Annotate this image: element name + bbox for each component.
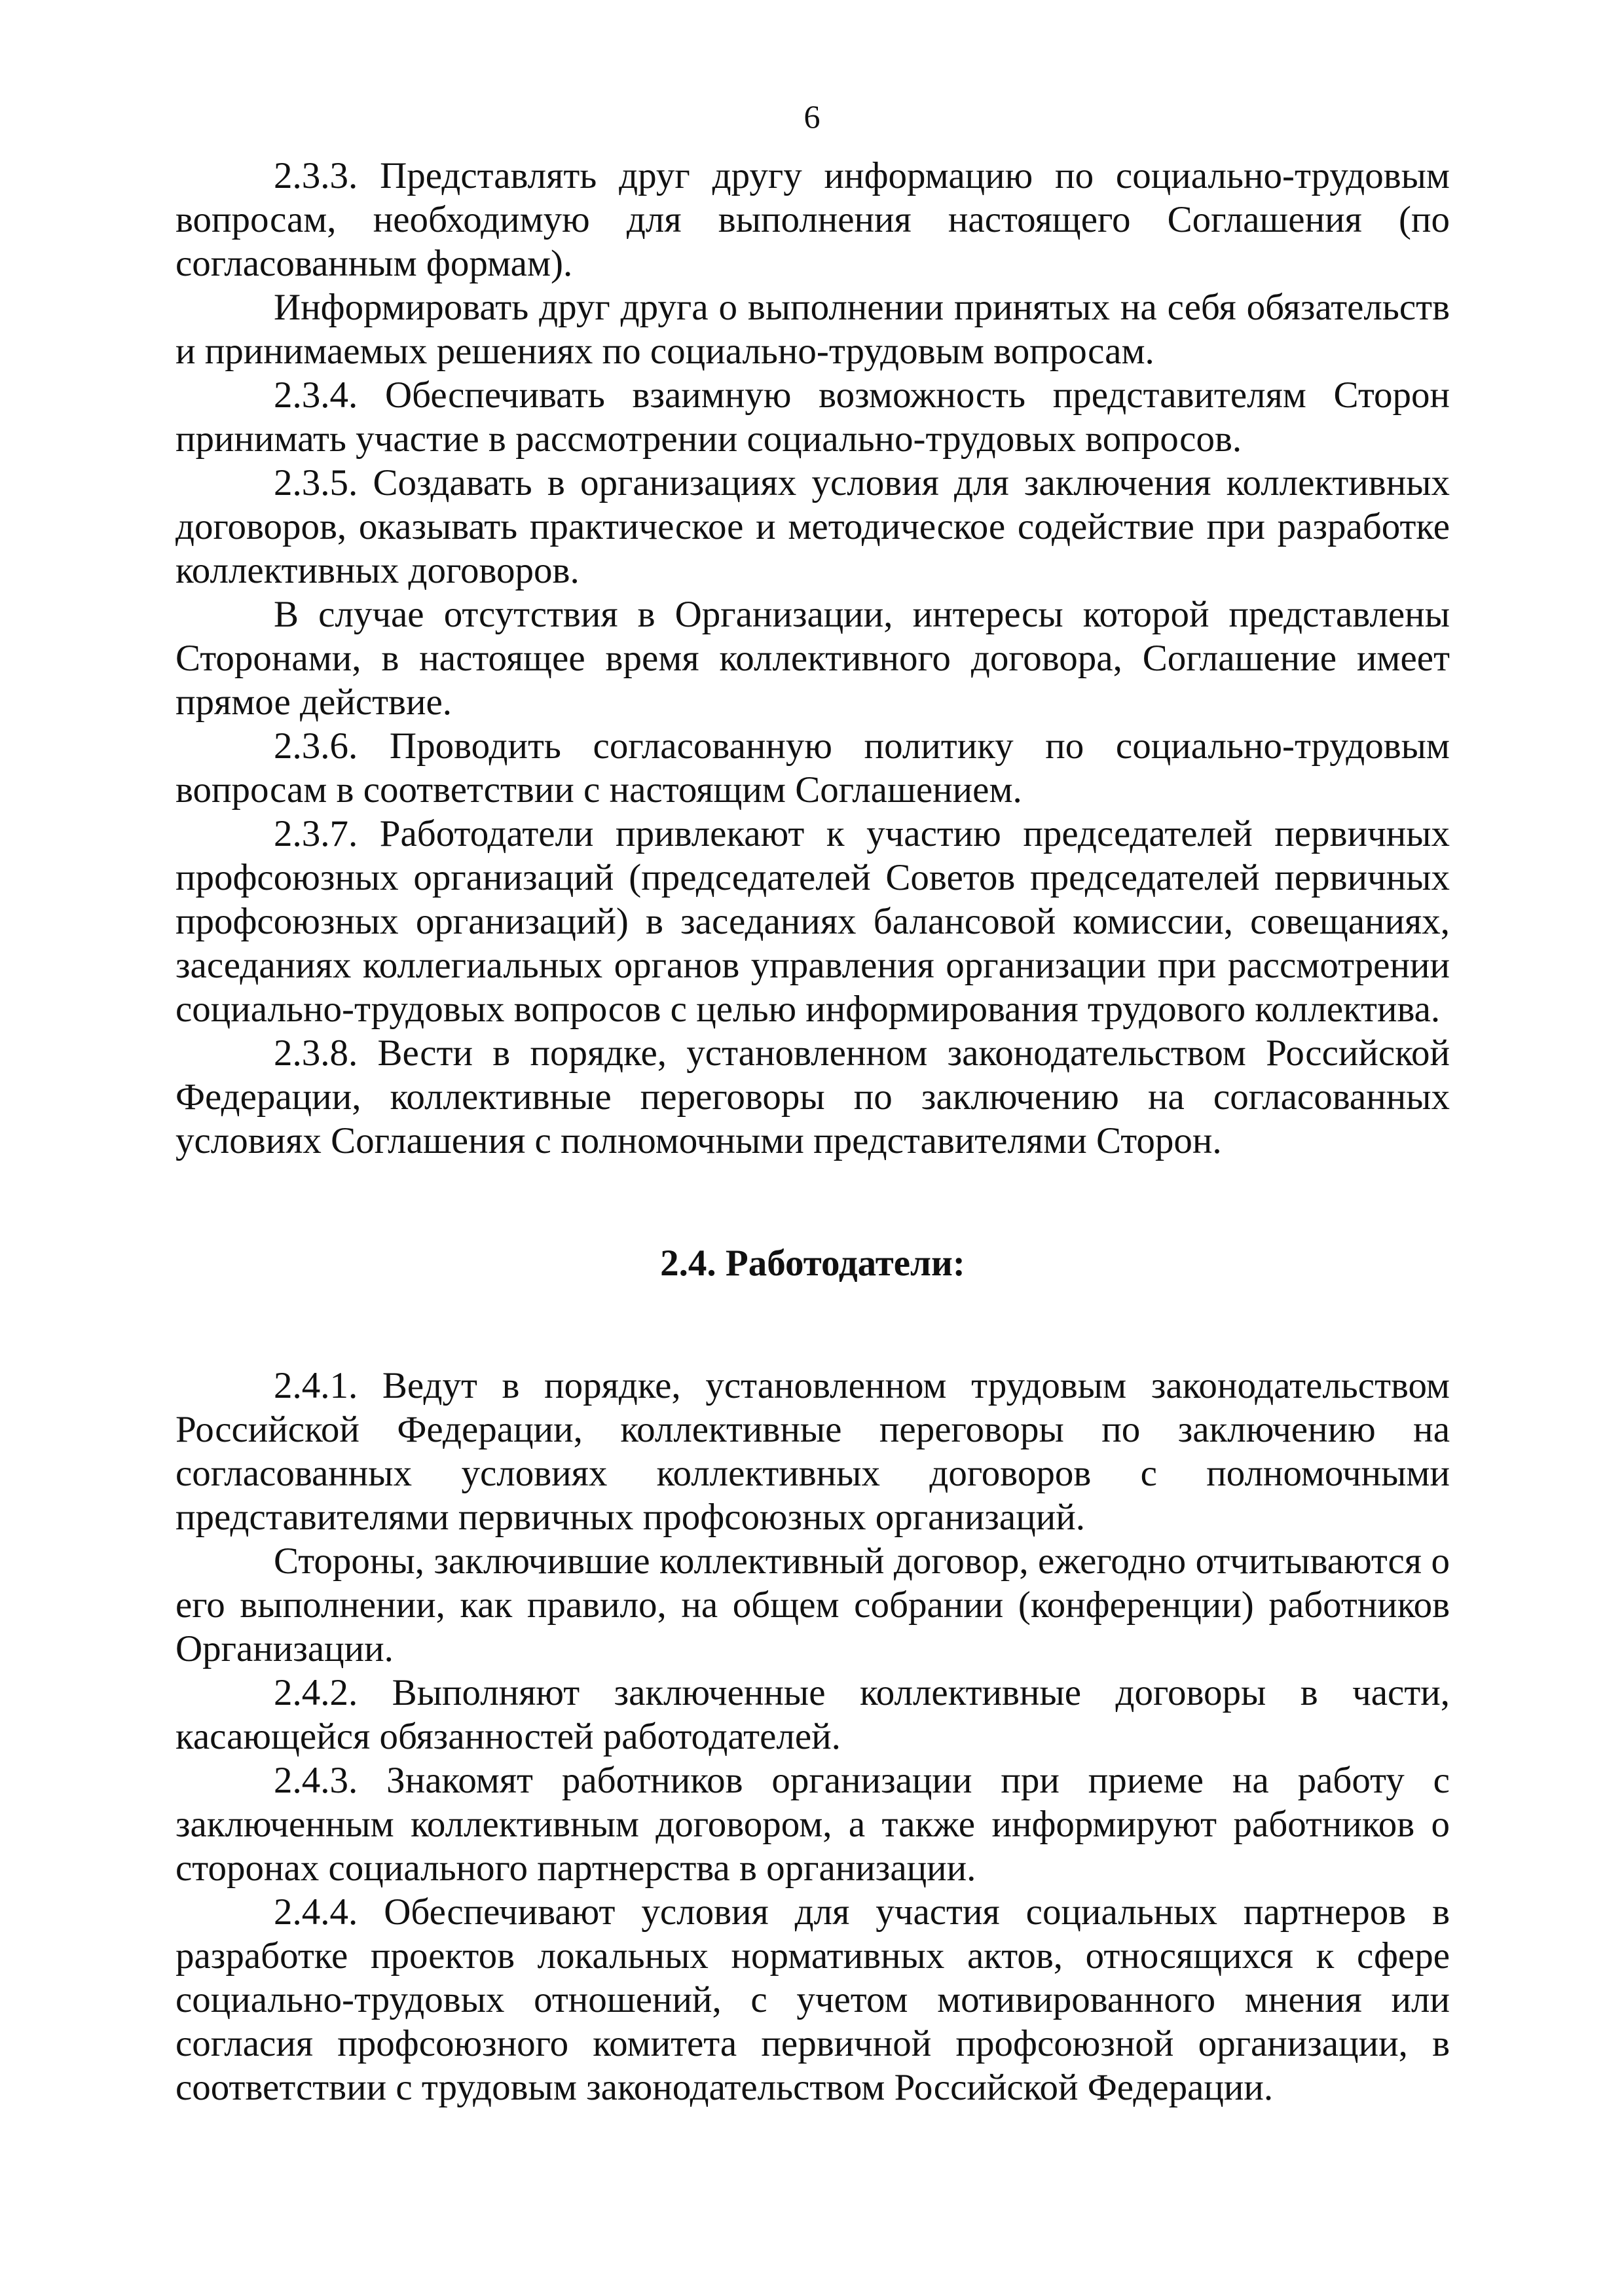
- paragraph-2-3-8: 2.3.8. Вести в порядке, установленном законодательством Российской Федерации, коллективные переговоры по заключению на согласованных условиях Соглашения с полномочными представителями Сторон.: [175, 1032, 1450, 1161]
- section-heading-2-4: 2.4. Работодатели:: [660, 1243, 965, 1284]
- paragraph-2-3-3-inform: Информировать друг друга о выполнении принятых на себя обязательств и принимаемых решениях по социально-трудовым вопросам.: [175, 287, 1450, 372]
- paragraph-2-3-3: 2.3.3. Представлять друг другу информацию по социально-трудовым вопросам, необходимую для выполнения настоящего Соглашения (по согласованным формам).: [175, 155, 1450, 284]
- paragraph-2-3-6: 2.3.6. Проводить согласованную политику по социально-трудовым вопросам в соответствии с настоящим Соглашением.: [175, 725, 1450, 811]
- paragraph-2-3-4: 2.3.4. Обеспечивать взаимную возможность представителям Сторон принимать участие в рассмотрении социально-трудовых вопросов.: [175, 374, 1450, 460]
- paragraph-2-3-5: 2.3.5. Создавать в организациях условия для заключения коллективных договоров, оказывать практическое и методическое содействие при разработке коллективных договоров.: [175, 462, 1450, 591]
- paragraph-2-4-2: 2.4.2. Выполняют заключенные коллективные договоры в части, касающейся обязанностей работодателей.: [175, 1672, 1450, 1757]
- paragraph-2-4-4: 2.4.4. Обеспечивают условия для участия социальных партнеров в разработке проектов локальных нормативных актов, относящихся к сфере социально-трудовых отношений, с учетом мотивированного мнения или согласия профсоюзного комитета первичной профсоюзной организации, в соответствии с трудовым законодательством Российской Федерации.: [175, 1891, 1450, 2108]
- paragraph-2-3-7: 2.3.7. Работодатели привлекают к участию председателей первичных профсоюзных организаций (председателей Советов председателей первичных профсоюзных организаций) в заседаниях балансовой комиссии, совещаниях, заседаниях коллегиальных органов управления организации при рассмотрении социально-трудовых вопросов с целью информирования трудового коллектива.: [175, 813, 1450, 1030]
- paragraph-2-3-5-direct-action: В случае отсутствия в Организации, интересы которой представлены Сторонами, в настоящее время коллективного договора, Соглашение имеет прямое действие.: [175, 594, 1450, 723]
- paragraph-2-4-3: 2.4.3. Знакомят работников организации при приеме на работу с заключенным коллективным договором, а также информируют работников о сторонах социального партнерства в организации.: [175, 1760, 1450, 1889]
- document-body: [175, 154, 1450, 2109]
- paragraph-2-4-1-report: Стороны, заключившие коллективный договор, ежегодно отчитываются о его выполнении, как правило, на общем собрании (конференции) работников Организации.: [175, 1540, 1450, 1669]
- page-number: 6: [803, 98, 821, 135]
- paragraph-2-4-1: 2.4.1. Ведут в порядке, установленном трудовым законодательством Российской Федерации, коллективные переговоры по заключению на согласованных условиях коллективных договоров с полномочными представителями первичных профсоюзных организаций.: [175, 1365, 1450, 1538]
